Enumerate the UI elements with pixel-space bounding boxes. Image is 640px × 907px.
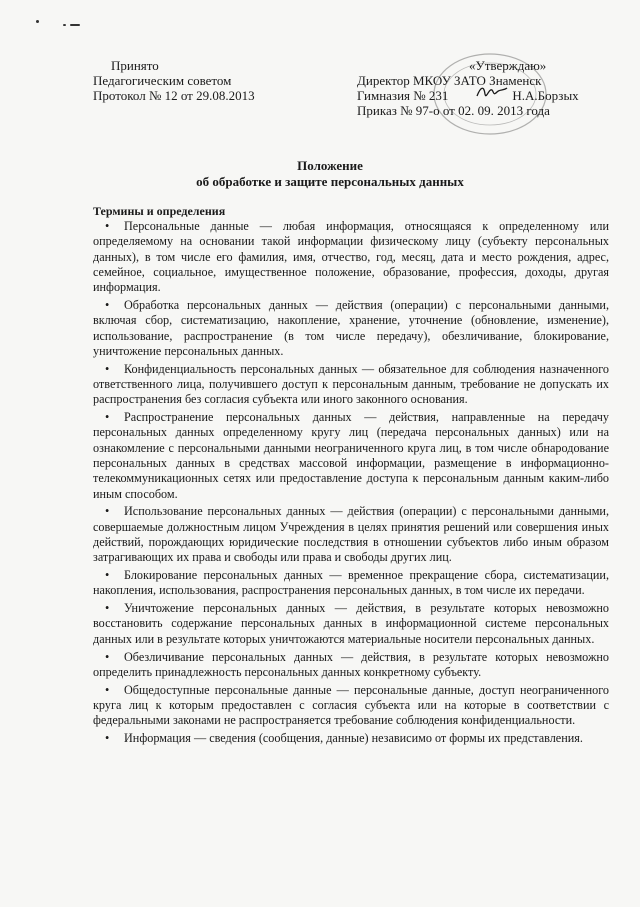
scan-speck [70,24,80,26]
term-item [93,410,609,502]
term-text: Блокирование персональных данных — временное прекращение сбора, систематизации, накопления, использования, распространения персональных данных, в том числе их передачи. [93,568,609,598]
document-title [0,158,640,190]
approval-right-line3-school: Гимназия № 231 [357,88,449,103]
approval-left-line3: Протокол № 12 от 29.08.2013 [93,88,255,103]
term-item [93,683,609,729]
term-text: Обезличивание персональных данных — действия, в результате которых невозможно определить принадлежность персональных данных конкретному субъекту. [93,649,609,679]
term-item [93,298,609,359]
term-text: Обработка персональных данных — действия (операции) с персональными данными, включая сбор, систематизацию, накопление, хранение, уточнение (обновление, изменение), использование, распространение (в том числе передачу), обезличивание, блокирование, уничтожение персональных данных. [93,297,609,358]
approval-right-line4: Приказ № 97-о от 02. 09. 2013 года [357,103,550,118]
scan-speck [63,24,66,26]
section-heading: Термины и определения [93,204,226,218]
term-item [93,601,609,647]
term-text: Использование персональных данных — действия (операции) с персональными данными, совершаемые должностным лицом Учреждения в целях принятия решений или совершения иных действий, порождающих юридические последствия в отношении субъектов либо иным образом затрагивающих их права и свободы или права и свободы других лиц. [93,504,609,565]
term-item [93,731,609,746]
bullet-icon: • [105,601,110,616]
approval-right-line3-name: Н.А.Борзых [512,88,579,103]
scan-speck [36,20,39,23]
term-text: Распространение персональных данных — действия, направленные на передачу персональных данных определенному кругу лиц (передача персональных данных) или на ознакомление с персональными данными неограниченного круга лиц, в том числе обнародование персональных данных в средствах массовой информации, размещение в информационно-телекоммуникационных сетях или предоставление доступа к персональным данным каким-либо иным способом. [93,410,609,501]
term-text: Общедоступные персональные данные — персональные данные, доступ неограниченного круга лиц к которым предоставлен с согласия субъекта или на которые в соответствии с федеральными законами не распространяется требование соблюдения конфиденциальности. [93,682,609,728]
bullet-icon: • [105,504,110,519]
bullet-icon: • [105,410,110,425]
term-item [93,568,609,599]
terms-list [93,219,609,749]
approval-right-line1: «Утверждаю» [469,58,547,73]
term-item [93,362,609,408]
bullet-icon: • [105,297,110,312]
bullet-icon: • [105,649,110,664]
bullet-icon: • [105,361,110,376]
term-text: Персональные данные — любая информация, относящаяся к определенному или определяемому на основании такой информации физическому лицу (субъекту персональных данных), в том числе его фамилия, имя, отчество, год, месяц, дата и место рождения, адрес, семейное, социальное, имущественное положение, образование, профессия, доходы, другая информация. [93,219,609,295]
term-text: Уничтожение персональных данных — действия, в результате которых невозможно восстановить содержание персональных данных в информационной системе персональных данных или в результате которых уничтожаются материальные носители персональных данных. [93,601,609,646]
title-line1: Положение [297,158,363,173]
bullet-icon: • [105,682,110,697]
term-item [93,504,609,565]
title-line2: об обработке и защите персональных данных [196,174,464,189]
approval-left-line2: Педагогическим советом [93,73,232,88]
term-text: Информация — сведения (сообщения, данные) независимо от формы их представления. [124,731,583,745]
approval-right-line2: Директор МКОУ ЗАТО Знаменск [357,73,542,88]
term-item [93,219,609,295]
bullet-icon: • [105,219,110,233]
bullet-icon: • [105,731,110,745]
approval-left-block [93,58,323,103]
term-text: Конфиденциальность персональных данных — обязательное для соблюдения назначенного ответственного лица, получившего доступ к персональным данным, требование не допускать их распространения без согласия субъекта или иного законного основания. [93,361,609,407]
signature-icon [475,82,509,102]
approval-left-line1: Принято [111,58,159,73]
bullet-icon: • [105,568,110,583]
term-item [93,650,609,681]
